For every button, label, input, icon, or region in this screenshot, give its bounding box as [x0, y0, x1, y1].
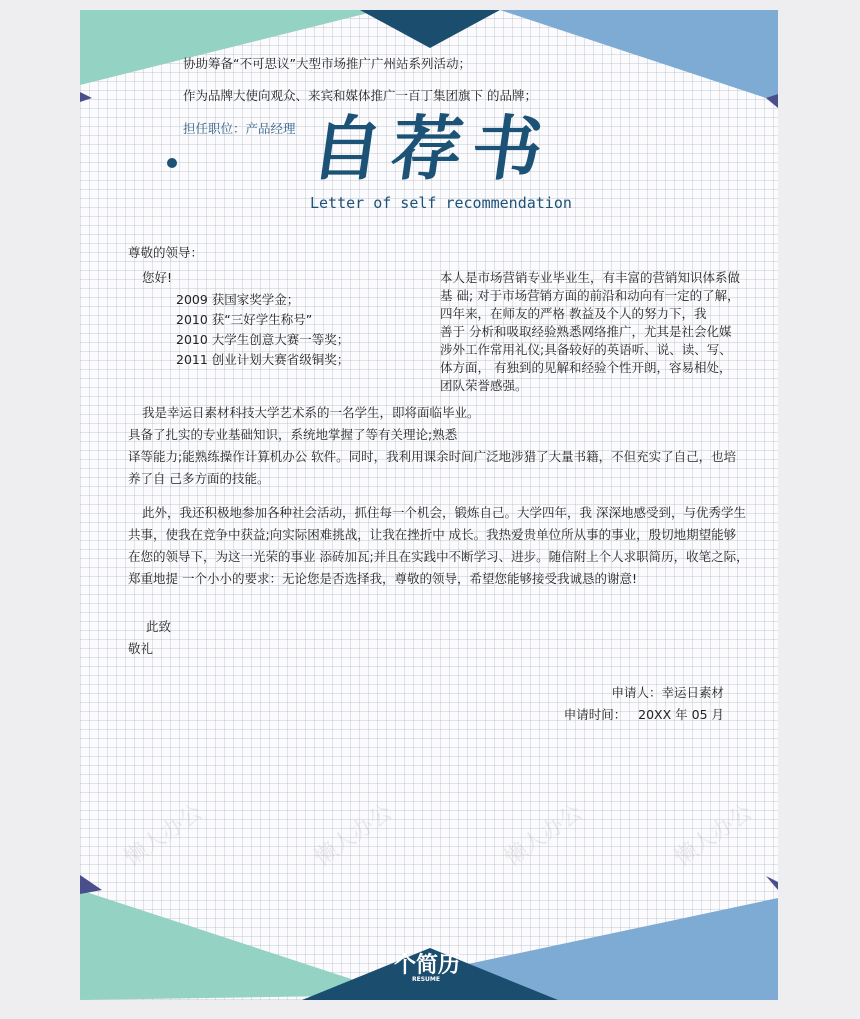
closing-line: 敬礼	[128, 641, 154, 656]
intro-line: 您好!	[142, 270, 173, 285]
application-date: 申请时间： 20XX 年 05 月	[563, 707, 724, 722]
right-line: 本人是市场营销专业毕业生，有丰富的营销知识体系做	[440, 270, 741, 285]
intro-line: 养了自 己多方面的技能。	[128, 471, 270, 486]
paragraph-line: 郑重地提 一个小小的要求：无论您是否选择我，尊敬的领导，希望您能够接受我诚恳的谢意!	[128, 571, 637, 586]
header-line: 协助筹备“不可思议”大型市场推广广州站系列活动；	[183, 56, 471, 71]
logo-subtext: RESUME	[412, 976, 440, 983]
award-item: 2009 获国家奖学金；	[176, 292, 300, 307]
paragraph-line: 共事，使我在竞争中获益;向实际困难挑战，让我在挫折中 成长。我热爱贵单位所从事的事业，殷切地期望能够	[128, 527, 737, 542]
right-line: 体方面， 有独到的见解和经验个性开朗，容易相处，	[440, 360, 732, 375]
bullet-dot	[167, 158, 177, 168]
header-line: 作为品牌大使向观众、来宾和媒体推广一百丁集团旗下 的品牌；	[183, 88, 537, 103]
intro-line: 译等能力;能熟练操作计算机办公 软件。同时，我利用课余时间广泛地涉猎了大量书籍，不但充实了自己，也培	[128, 449, 737, 464]
position-label: 担任职位：产品经理	[183, 121, 296, 136]
greeting: 尊敬的领导：	[128, 245, 204, 260]
award-item: 2011 创业计划大赛省级铜奖；	[176, 352, 350, 367]
page-title: 自荐书	[306, 107, 558, 190]
right-line: 涉外工作常用礼仪;具备较好的英语听、说、读、写、	[440, 342, 732, 357]
watermark: 懒人办公	[500, 800, 587, 872]
watermark: 懒人办公	[670, 800, 757, 872]
applicant: 申请人：幸运日素材	[611, 685, 724, 700]
logo-text: 个简历	[394, 953, 461, 978]
right-line: 团队荣誉感强。	[440, 378, 528, 393]
right-line: 基 础; 对于市场营销方面的前沿和动向有一定的了解，	[440, 288, 740, 303]
award-item: 2010 大学生创意大赛一等奖；	[176, 332, 350, 347]
right-line: 四年来，在师友的严格 教益及个人的努力下，我	[440, 306, 707, 321]
watermark: 懒人办公	[120, 800, 207, 872]
intro-line: 具备了扎实的专业基础知识，系统地掌握了等有关理论;熟悉	[128, 427, 458, 442]
letter-body	[128, 402, 768, 726]
paragraph-line: 在您的领导下，为这一光荣的事业 添砖加瓦;并且在实践中不断学习、进步。随信附上个人求职简历，收笔之际，	[128, 549, 749, 564]
intro-line: 我是幸运日素材科技大学艺术系的一名学生，即将面临毕业。	[142, 405, 480, 420]
watermark: 懒人办公	[310, 800, 397, 872]
paragraph-line: 此外，我还积极地参加各种社会活动，抓住每一个机会，锻炼自己。大学四年，我 深深地感受到，与优秀学生	[142, 505, 746, 520]
award-item: 2010 获“三好学生称号”	[176, 312, 313, 327]
page-subtitle: Letter of self recommendation	[310, 194, 572, 212]
closing-line: 此致	[146, 619, 172, 634]
right-line: 善于 分析和吸取经验熟悉网络推广，尤其是社会化媒	[440, 324, 732, 339]
resume-logo	[394, 955, 460, 983]
letter-page	[80, 10, 778, 1000]
